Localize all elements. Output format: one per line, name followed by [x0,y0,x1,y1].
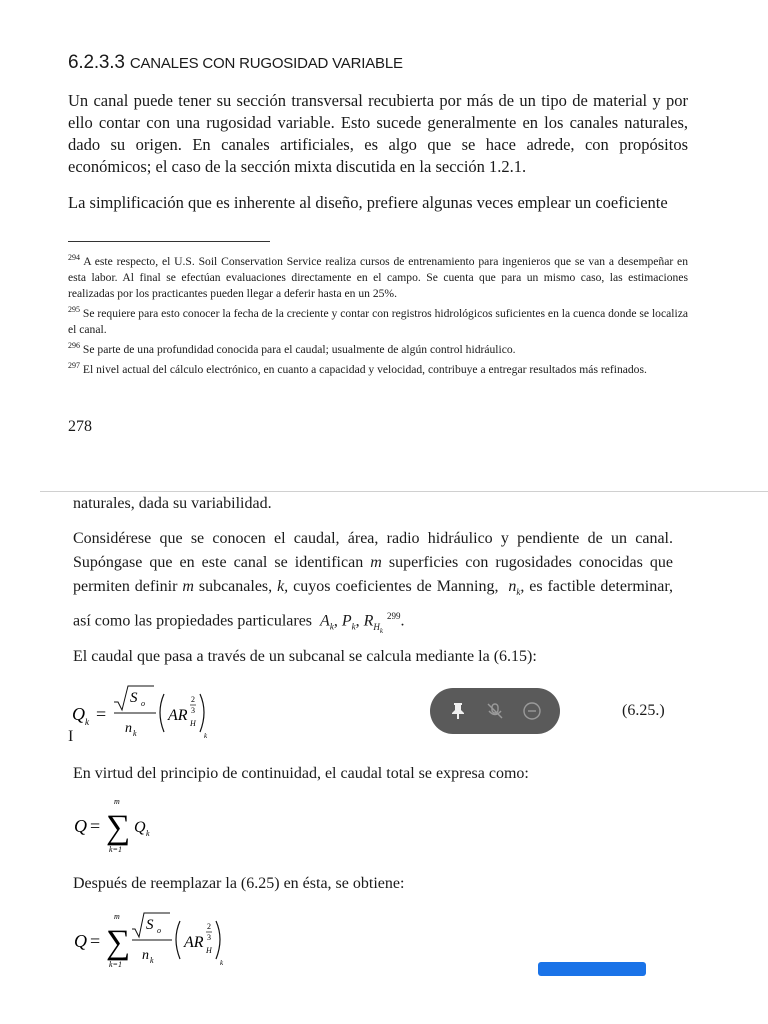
svg-text:=: = [90,931,101,951]
paragraph-2: La simplificación que es inherente al diseño, prefiere algunas veces emplear un coeficiente [68,193,668,212]
minus-circle-icon[interactable] [518,697,546,725]
svg-text:k: k [146,829,150,838]
svg-text:Q: Q [134,819,146,836]
equation-combined [72,905,232,977]
paragraph-continuity: En virtud del principio de continuidad, el caudal total se expresa como: [73,765,529,782]
svg-text:o: o [157,926,161,935]
svg-text:Q: Q [72,704,85,724]
svg-text:3: 3 [191,706,195,715]
svg-text:S: S [130,690,138,706]
paragraph-1: Un canal puede tener su sección transversal recubierta por más de un tipo de material y por ello contar con una rugosidad variable. Esto sucede generalmente en los canales naturales, dado su origen. En canales artificiales, es algo que se hace adrede, con propósitos económicos; el caso de la sección mixta discutida en la sección 1.2.1. [68,91,688,176]
text-cursor-icon: I [68,728,74,745]
svg-text:2: 2 [207,922,211,931]
svg-text:AR: AR [184,934,204,951]
svg-text:∑: ∑ [106,924,131,961]
svg-text:k: k [204,732,208,740]
svg-text:k: k [220,959,224,967]
notification-primary-button[interactable] [538,962,646,976]
heading-number: 6.2.3.3 [68,52,125,73]
footnote: $^{294}$ A este respecto, el U.S. Soil Conservation Service realiza cursos de entrenamiento para ingenieros que se van a desempeñar en esta labor. Al final se efectúan evaluaciones directamente en el campo. Se cuenta que para un mismo caso, las estimaciones realizadas por los practicantes pueden llegar a deferir hasta en un 25%. [68,253,688,300]
svg-text:AR: AR [168,707,188,724]
footnote: $^{295}$ Se requiere para esto conocer la fecha de la creciente y contar con registros hidrológicos suficientes en la cuenca donde se localiza el canal. [68,304,688,336]
svg-text:k: k [150,956,154,965]
equation-label: (6.25.) [622,702,665,719]
svg-text:Q: Q [74,931,87,951]
pin-icon[interactable] [444,697,472,725]
svg-text:m: m [114,797,120,806]
svg-text:=: = [90,816,101,836]
floating-toolbar [430,688,560,734]
svg-text:m: m [114,912,120,921]
paragraph-flow: El caudal que pasa a través de un subcanal se calcula mediante la (6.15): [73,648,537,665]
svg-text:S: S [146,917,154,933]
svg-text:3: 3 [207,933,211,942]
svg-text:Q: Q [74,816,87,836]
svg-text:o: o [141,699,145,708]
footnote: $^{297}$ El nivel actual del cálculo electrónico, en cuanto a capacidad y velocidad, contribuye a entregar resultados más refinados. [68,360,647,376]
svg-text:H: H [206,946,212,955]
footnote-divider [68,241,270,242]
svg-text:k: k [133,729,137,738]
equation-total-flow [72,792,172,858]
svg-text:k=1: k=1 [109,845,122,854]
footnote: $^{296}$ Se parte de una profundidad conocida para el caudal; usualmente de algún control hidráulico. [68,340,516,356]
mic-off-icon[interactable] [481,697,509,725]
paragraph-subchannels: Considérese que se conocen el caudal, área, radio hidráulico y pendiente de un canal. Supóngase que en este canal se identifican m superficies con rugosidades conocidas que permiten definir m subcanales, k, cuyos coeficientes de Manning, $n_k$, es factible determinar, así como las propiedades particulares $A_k$, $P_k$, $R_{H_k}$ $^{299}$. [73,530,674,635]
continued-line: naturales, dada su variabilidad. [73,495,272,512]
paragraph-replace: Después de reemplazar la (6.25) en ésta, se obtiene: [73,875,405,892]
footnotes [68,250,688,377]
section-heading [68,52,403,74]
svg-text:k=1: k=1 [109,960,122,969]
bottom-notification-bar [300,962,695,976]
svg-text:∑: ∑ [106,809,131,846]
svg-text:k: k [85,717,89,727]
heading-title: CANALES CON RUGOSIDAD VARIABLE [129,55,403,72]
svg-text:2: 2 [191,695,195,704]
equation-6-25 [70,680,210,742]
svg-text:=: = [96,704,107,724]
svg-text:H: H [190,719,196,728]
svg-text:n: n [125,721,132,736]
page-number: 278 [68,418,92,435]
svg-text:n: n [142,948,149,963]
